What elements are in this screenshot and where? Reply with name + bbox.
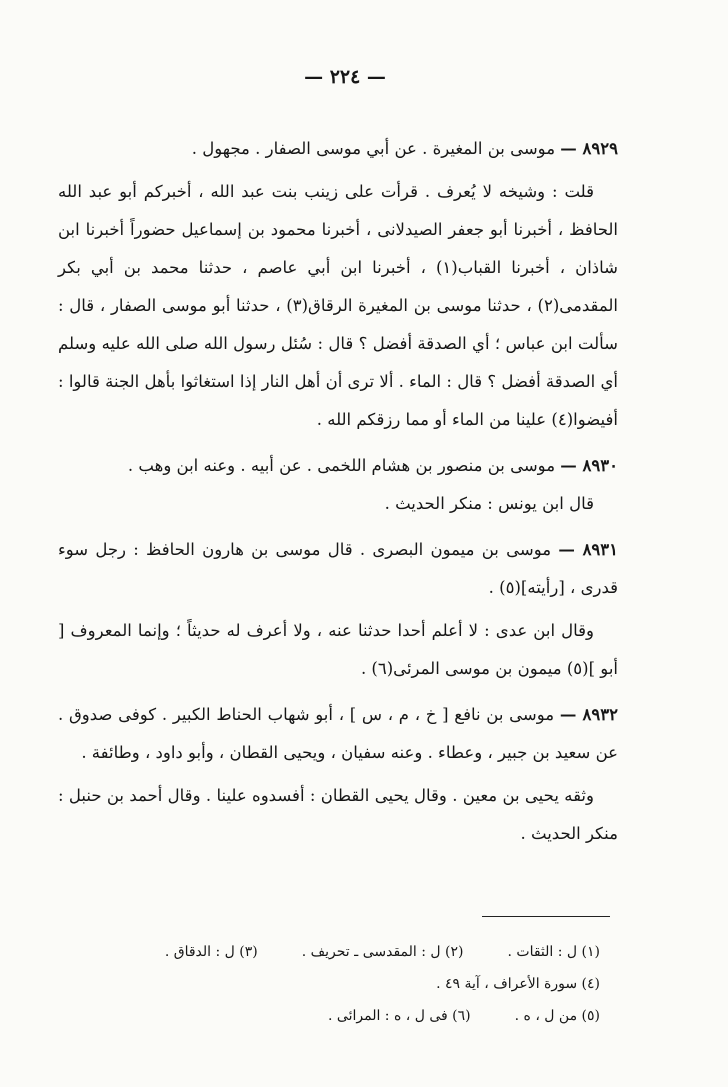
entry-8931 [58, 531, 618, 607]
entry-8932 [58, 696, 618, 772]
entry-number: ٨٩٢٩ — [560, 139, 618, 158]
page-number: — ٢٢٤ — [304, 66, 386, 88]
entry-text: موسى بن منصور بن هشام اللخمى . عن أبيه . وعنه ابن وهب . [127, 456, 556, 475]
footnote-line [100, 1000, 600, 1032]
paragraph-commentary [58, 485, 618, 523]
entry-text: موسى بن نافع [ خ ، م ، س ] ، أبو شهاب الحناط الكبير . كوفى صدوق . عن سعيد بن جبير ، وعطاء . وعنه سفيان ، ويحيى القطان ، وأبو داود ، وطائفة . [58, 705, 618, 762]
paragraph-text: قلت : وشيخه لا يُعرف . قرأت على زينب بنت عبد الله ، أخبركم أبو عبد الله الحافظ ، أخبرنا أبو جعفر الصيدلانى ، أخبرنا محمود بن إسماعيل حضوراً أخبرنا ابن شاذان ، أخبرنا القباب(١) ، أخبرنا ابن أبي عاصم ، حدثنا محمد بن أبي بكر المقدمى(٢) ، حدثنا موسى بن المغيرة الرقاق(٣) ، حدثنا أبو موسى الصفار ، قال : سألت ابن عباس ؛ أي الصدقة أفضل ؟ قال : سُئل رسول الله صلى الله عليه وسلم أي الصدقة أفضل ؟ قال : الماء . ألا ترى أن أهل النار إذا استغاثوا بأهل الجنة قالوا : أفيضوا(٤) علينا من الماء أو مما رزقكم الله . [58, 182, 618, 429]
main-text [58, 122, 618, 853]
paragraph-commentary [58, 777, 618, 853]
footnote: (٢) ل : المقدسى ـ تحريف . [301, 944, 464, 960]
footnotes [100, 936, 600, 1032]
entry-number: ٨٩٣٢ — [559, 705, 618, 724]
footnote-line [100, 936, 600, 968]
footnote: (٦) فى ل ، ه : المرائى . [328, 1008, 471, 1024]
entry-text: موسى بن المغيرة . عن أبي موسى الصفار . مجهول . [191, 139, 556, 158]
footnote-line [100, 968, 600, 1000]
footnote: (١) ل : الثقات . [507, 944, 600, 960]
entry-number: ٨٩٣١ — [558, 540, 619, 559]
entry-text: موسى بن ميمون البصرى . قال موسى بن هارون الحافظ : رجل سوء قدرى ، [رأيته](٥) . [58, 540, 618, 597]
paragraph-text: وقال ابن عدى : لا أعلم أحدا حدثنا عنه ، ولا أعرف له حديثاً ؛ وإنما المعروف [ أبو ](٥) ميمون بن موسى المرئى(٦) . [58, 621, 618, 678]
footnote-divider [482, 916, 610, 917]
entry-8929 [58, 130, 618, 168]
paragraph-commentary [58, 173, 618, 439]
paragraph-commentary [58, 612, 618, 688]
paragraph-text: وثقه يحيى بن معين . وقال يحيى القطان : أفسدوه علينا . وقال أحمد بن حنبل : منكر الحديث . [58, 786, 618, 843]
entry-number: ٨٩٣٠ — [560, 456, 618, 475]
paragraph-text: قال ابن يونس : منكر الحديث . [384, 494, 594, 513]
footnote: (٥) من ل ، ه . [514, 1008, 600, 1024]
footnote: (٤) سورة الأعراف ، آية ٤٩ . [436, 976, 600, 992]
entry-8930 [58, 447, 618, 485]
footnote: (٣) ل : الدقاق . [164, 944, 258, 960]
